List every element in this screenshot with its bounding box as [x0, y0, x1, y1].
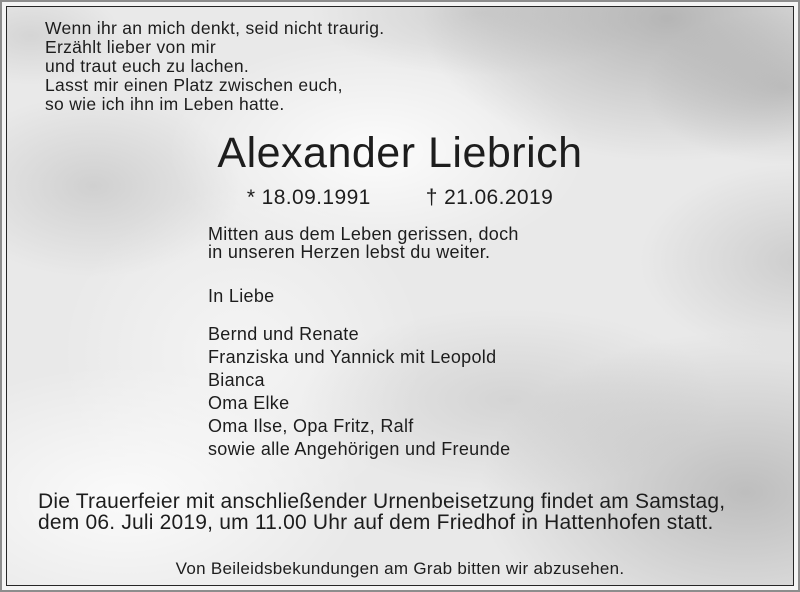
poem-line: so wie ich ihn im Leben hatte. [45, 94, 285, 114]
funeral-information [38, 492, 725, 533]
epitaph [208, 225, 519, 261]
funeral-line: dem 06. Juli 2019, um 11.00 Uhr auf dem Friedhof in Hattenhofen statt. [38, 510, 714, 534]
mourner-line: Bernd und Renate [208, 324, 359, 344]
epitaph-line: Mitten aus dem Leben gerissen, doch [208, 224, 519, 244]
mourner-line: Oma Ilse, Opa Fritz, Ralf [208, 416, 414, 436]
memorial-poem [45, 19, 384, 114]
salutation: In Liebe [208, 286, 275, 306]
mourner-line: Franziska und Yannick mit Leopold [208, 347, 497, 367]
mourner-line: Bianca [208, 370, 265, 390]
poem-line: Erzählt lieber von mir [45, 37, 216, 57]
condolence-note: Von Beileidsbekundungen am Grab bitten wir abzusehen. [175, 559, 625, 578]
poem-line: Lasst mir einen Platz zwischen euch, [45, 75, 343, 95]
mourners-list [208, 323, 510, 461]
epitaph-line: in unseren Herzen lebst du weiter. [208, 242, 491, 262]
birth-date: * 18.09.1991 [246, 186, 371, 209]
mourner-line: sowie alle Angehörigen und Freunde [208, 439, 511, 459]
death-date: † 21.06.2019 [425, 186, 554, 209]
poem-line: und traut euch zu lachen. [45, 56, 250, 76]
mourner-line: Oma Elke [208, 393, 290, 413]
funeral-line: Die Trauerfeier mit anschließender Urnenbeisetzung findet am Samstag, [38, 490, 726, 513]
poem-line: Wenn ihr an mich denkt, seid nicht traurig. [45, 18, 385, 38]
life-dates [0, 186, 800, 210]
deceased-name: Alexander Liebrich [217, 129, 583, 177]
